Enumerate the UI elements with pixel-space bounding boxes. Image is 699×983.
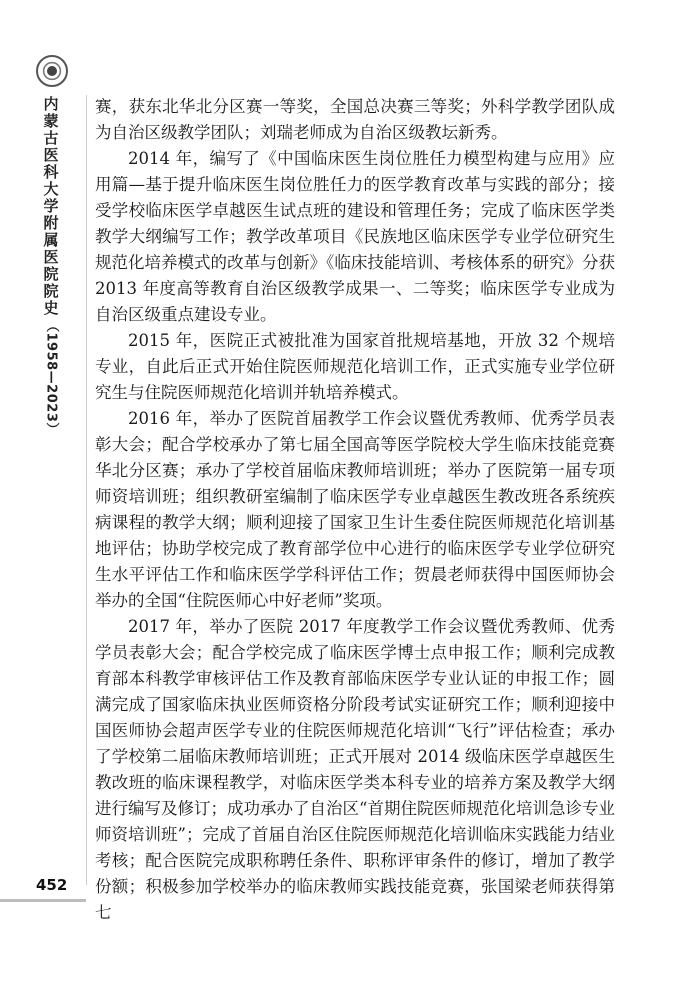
paragraph: 赛，获东北华北分区赛一等奖，全国总决赛三等奖；外科学教学团队成为自治区级教学团队；刘瑞老师成为自治区级教坛新秀。 <box>95 97 615 142</box>
university-logo-icon <box>36 55 68 87</box>
paragraph: 2016 年，举办了医院首届教学工作会议暨优秀教师、优秀学员表彰大会；配合学校承办了第七届全国高等医学院校大学生临床技能竞赛华北分区赛；承办了学校首届临床教师培训班；举办了医院第一届专项师资培训班；组织教研室编制了临床医学专业卓越医生教改班各系统疾病课程的教学大纲；顺利迎接了国家卫生计生委住院医师规范化培训基地评估；协助学校完成了教育部学位中心进行的临床医学专业学位研究生水平评估工作和临床医学学科评估工作；贺晨老师获得中国医师协会举办的全国“住院医师心中好老师”奖项。 <box>95 409 615 610</box>
paragraph: 2017 年，举办了医院 2017 年度教学工作会议暨优秀教师、优秀学员表彰大会；配合学校完成了临床医学博士点申报工作；顺利完成教育部本科教学审核评估工作及教育部临床医学专业认证的申报工作；圆满完成了国家临床执业医师资格分阶段考试实证研究工作；顺利迎接中国医师协会超声医学专业的住院医师规范化培训“飞行”评估检查；承办了学校第二届临床教师培训班；正式开展对 2014 级临床医学卓越医生教改班的临床课程教学，对临床医学类本科专业的培养方案及教学大纲进行编写及修订；成功承办了自治区“首期住院医师规范化培训急诊专业师资培训班”；完成了首届自治区住院医师规范化培训临床实践能力结业考核；配合医院完成职称聘任条件、职称评审条件的修订，增加了教学份额；积极参加学校举办的临床教师实践技能竞赛，张国梁老师获得第七 <box>95 617 615 922</box>
page-number-underline <box>0 899 86 902</box>
book-title-text: 内蒙古医科大学附属医院院史 <box>43 95 59 317</box>
page-number: 452 <box>36 876 68 894</box>
sidebar-divider <box>86 95 87 885</box>
sidebar <box>0 0 86 983</box>
paragraph: 2015 年，医院正式被批准为国家首批规培基地，开放 32 个规培专业，自此后正式开始住院医师规范化培训工作，正式实施专业学位研究生与住院医师规范化培训并轨培养模式。 <box>95 331 615 402</box>
paragraph: 2014 年，编写了《中国临床医生岗位胜任力模型构建与应用》应用篇—基于提升临床医生岗位胜任力的医学教育改革与实践的部分；接受学校临床医学卓越医生试点班的建设和管理任务；完成了临床医学类教学大纲编写工作；教学改革项目《民族地区临床医学专业学位研究生规范化培养模式的改革与创新》《临床技能培训、考核体系的研究》分获 2013 年度高等教育自治区级教学成果一、二等奖；临床医学专业成为自治区级重点建设专业。 <box>95 149 615 324</box>
main-text <box>95 94 615 926</box>
book-title-years: （1958—2023） <box>43 319 59 436</box>
book-title <box>40 96 62 436</box>
